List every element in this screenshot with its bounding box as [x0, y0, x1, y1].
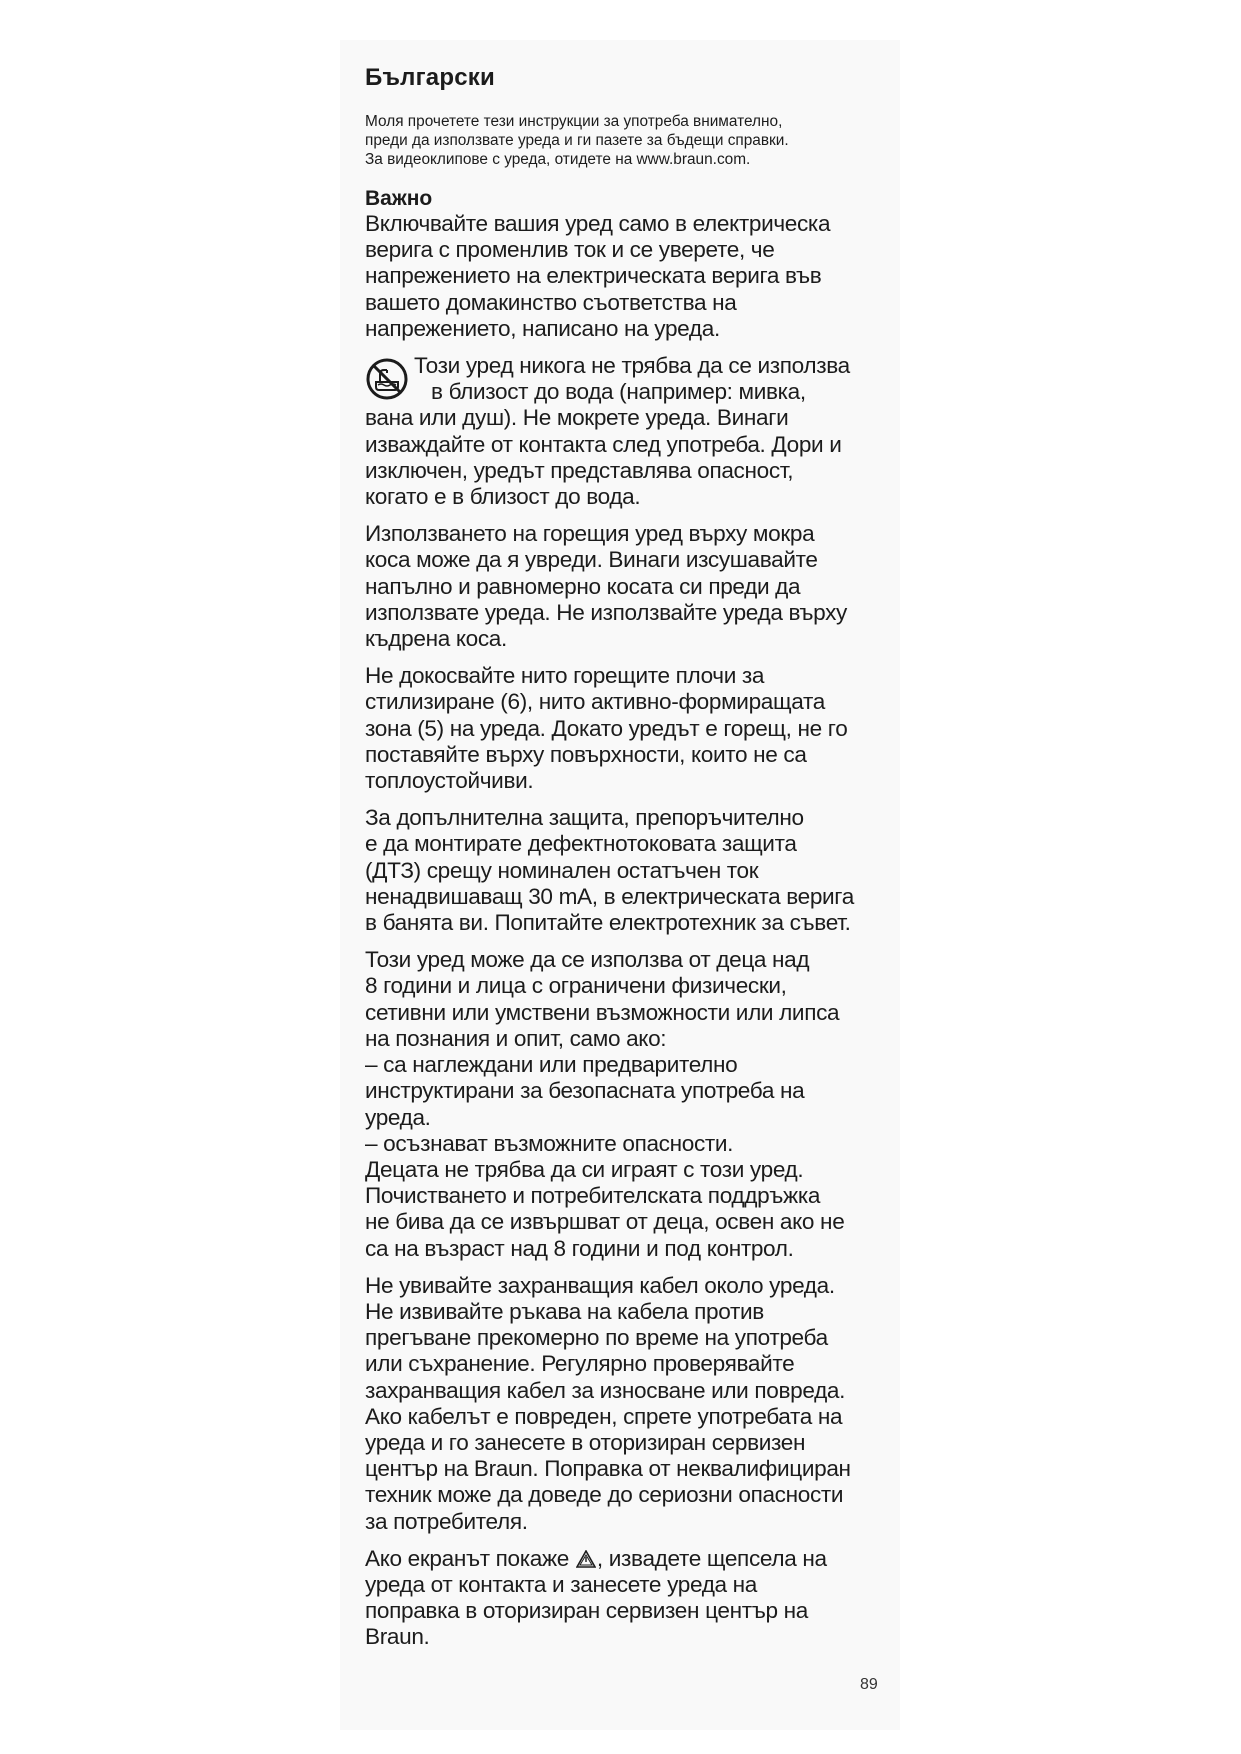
water-warning-block	[365, 353, 895, 510]
water-line-1: Този уред никога не трябва да се използва	[414, 353, 850, 379]
water-rest: вана или душ). Не мокрете уреда. Винаги изваждайте от контакта след употреба. Дори и изключен, уредът представлява опасност, когато е в близост до вода.	[365, 405, 842, 510]
water-line-2: в близост до вода (например: мивка,	[431, 379, 806, 405]
important-heading: Важно	[365, 187, 433, 210]
paragraph-rcd: За допълнителна защита, препоръчително е да монтирате дефектнотоковата защита (ДТЗ) срещу номинален остатъчен ток ненадвишаващ 30 mA, в електрическата верига в банята ви. Попитайте електротехник за съвет.	[365, 805, 854, 936]
paragraph-cord: Не увивайте захранващия кабел около уреда. Не извивайте ръкава на кабела против прегъване прекомерно по време на употреба или съхранение. Регулярно проверявайте захранващия кабел за износване или повреда. Ако кабелът е повреден, спрете употребата на уреда и го занесете в оторизиран сервизен център на Braun. Поправка от неквалифициран техник може да доведе до сериозни опасности за потребителя.	[365, 1272, 851, 1534]
paragraph-display-warning	[365, 1546, 895, 1651]
paragraph-wet-hair: Използването на горещия уред върху мокра коса може да я увреди. Винаги изсушавайте напълно и равномерно косата си преди да използвате уреда. Не използвайте уреда върху къдрена коса.	[365, 521, 848, 652]
paragraph-hot-plates: Не докосвайте нито горещите плочи за стилизиране (6), нито активно-формиращата зона (5) на уреда. Докато уредът е горещ, не го поставяйте върху повърхности, които не са топлоустойчиви.	[365, 663, 848, 794]
warning-triangle-icon	[576, 1550, 596, 1568]
document-content	[365, 64, 895, 1662]
paragraph-water	[365, 353, 895, 510]
display-warning-after: , извадете щепсела на уреда от контакта и занесете уреда на поправка в оторизиран сервизен център на Braun.	[365, 1545, 827, 1650]
intro-text: Моля прочетете тези инструкции за употреба внимателно, преди да използвате уреда и ги пазете за бъдещи справки. За видеоклипове с уреда, отидете на www.braun.com.	[365, 113, 789, 168]
paragraph-children: Този уред може да се използва от деца над 8 години и лица с ограничени физически, сетивни или умствени възможности или липса на познания и опит, само ако: – са наглеждани или предварително инструктирани за безопасната употреба на уреда. – осъзнават възможните опасности. Децата не трябва да си играят с този уред. Почистването и потребителската поддръжка не бива да се извършват от деца, освен ако не са на възраст над 8 години и под контрол.	[365, 947, 845, 1261]
paragraph-power: Включвайте вашия уред само в електрическа верига с променлив ток и се уверете, че напрежението на електрическата верига във вашето домакинство съответства на напрежението, написано на уреда.	[365, 211, 831, 341]
language-title: Български	[365, 64, 495, 91]
no-water-icon	[365, 357, 409, 401]
display-warning-before: Ако екранът покаже	[365, 1545, 575, 1571]
page-number: 89	[860, 1676, 878, 1693]
